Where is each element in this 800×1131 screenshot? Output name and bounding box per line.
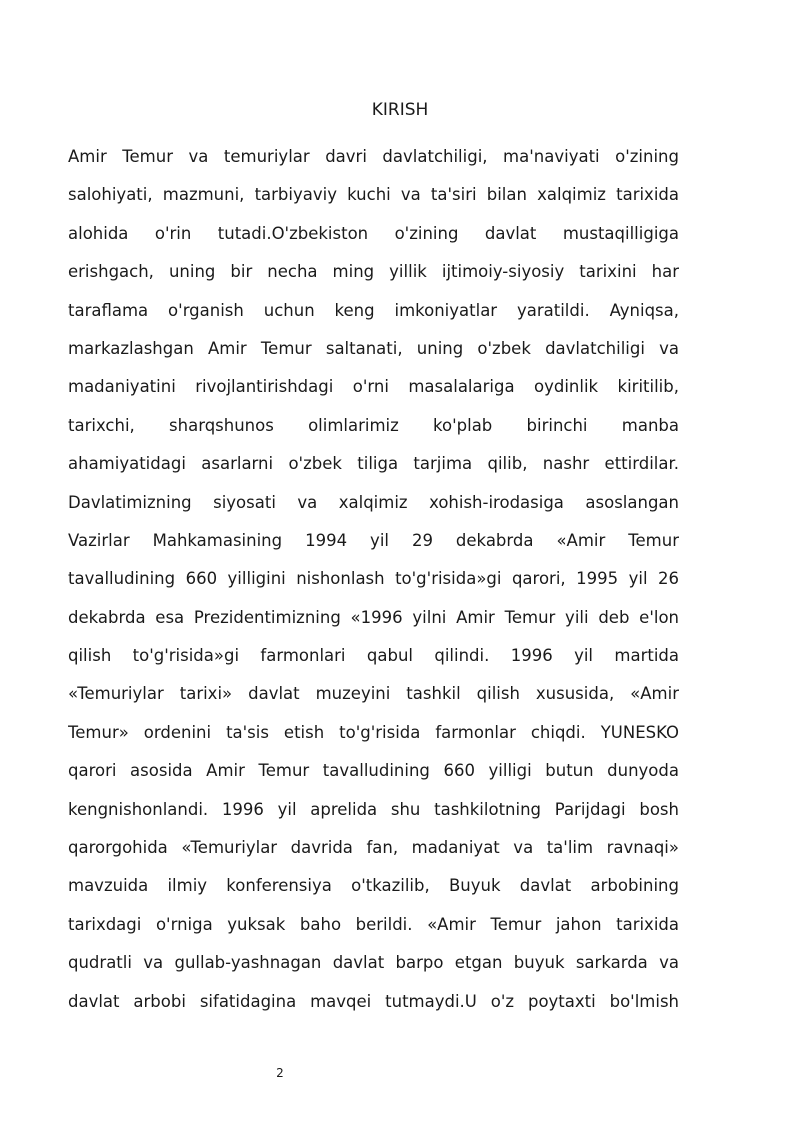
text-line: taraflama o'rganish uchun keng imkoniyatlar yaratildi. Ayniqsa, (68, 300, 679, 320)
text-line: davlat arbobi sifatidagina mavqei tutmaydi.U o'z poytaxti bo'lmish (68, 991, 679, 1011)
text-line: tavalludining 660 yilligini nishonlash to'g'risida»gi qarori, 1995 yil 26 (68, 569, 679, 589)
text-line: qarorgohida «Temuriylar davrida fan, madaniyat va ta'lim ravnaqi» (68, 838, 679, 858)
text-line: qarori asosida Amir Temur tavalludining 660 yilligi butun dunyoda (68, 761, 679, 781)
text-line: qudratli va gullab-yashnagan davlat barpo etgan buyuk sarkarda va (68, 953, 679, 973)
body-paragraph (68, 138, 679, 1021)
text-line: dekabrda esa Prezidentimizning «1996 yilni Amir Temur yili deb e'lon (68, 607, 679, 627)
text-line: tarixchi, sharqshunos olimlarimiz ko'plab birinchi manba (68, 415, 679, 435)
section-heading: KIRISH (371, 100, 429, 120)
text-line: «Temuriylar tarixi» davlat muzeyini tashkil qilish xususida, «Amir (68, 684, 679, 704)
text-line: Vazirlar Mahkamasining 1994 yil 29 dekabrda «Amir Temur (68, 530, 679, 550)
text-line: tarixdagi o'rniga yuksak baho berildi. «Amir Temur jahon tarixida (68, 914, 679, 934)
text-line: qilish to'g'risida»gi farmonlari qabul qilindi. 1996 yil martida (68, 646, 679, 666)
text-line: Temur» ordenini ta'sis etish to'g'risida farmonlar chiqdi. YUNESKO (68, 722, 679, 742)
text-line: salohiyati, mazmuni, tarbiyaviy kuchi va ta'siri bilan xalqimiz tarixida (68, 185, 679, 205)
text-line: madaniyatini rivojlantirishdagi o'rni masalalariga oydinlik kiritilib, (68, 377, 679, 397)
page-number: 2 (276, 1066, 284, 1080)
text-line: kengnishonlandi. 1996 yil aprelida shu tashkilotning Parijdagi bosh (68, 799, 679, 819)
text-line: ahamiyatidagi asarlarni o'zbek tiliga tarjima qilib, nashr ettirdilar. (68, 454, 679, 474)
text-line: Davlatimizning siyosati va xalqimiz xohish-irodasiga asoslangan (68, 492, 679, 512)
text-line: erishgach, uning bir necha ming yillik ijtimoiy-siyosiy tarixini har (68, 262, 679, 282)
text-line: markazlashgan Amir Temur saltanati, uning o'zbek davlatchiligi va (68, 338, 679, 358)
text-line: Amir Temur va temuriylar davri davlatchiligi, ma'naviyati o'zining (68, 147, 679, 166)
text-line: alohida o'rin tutadi.O'zbekiston o'zining davlat mustaqilligiga (68, 223, 679, 243)
text-line: mavzuida ilmiy konferensiya o'tkazilib, Buyuk davlat arbobining (68, 876, 679, 896)
